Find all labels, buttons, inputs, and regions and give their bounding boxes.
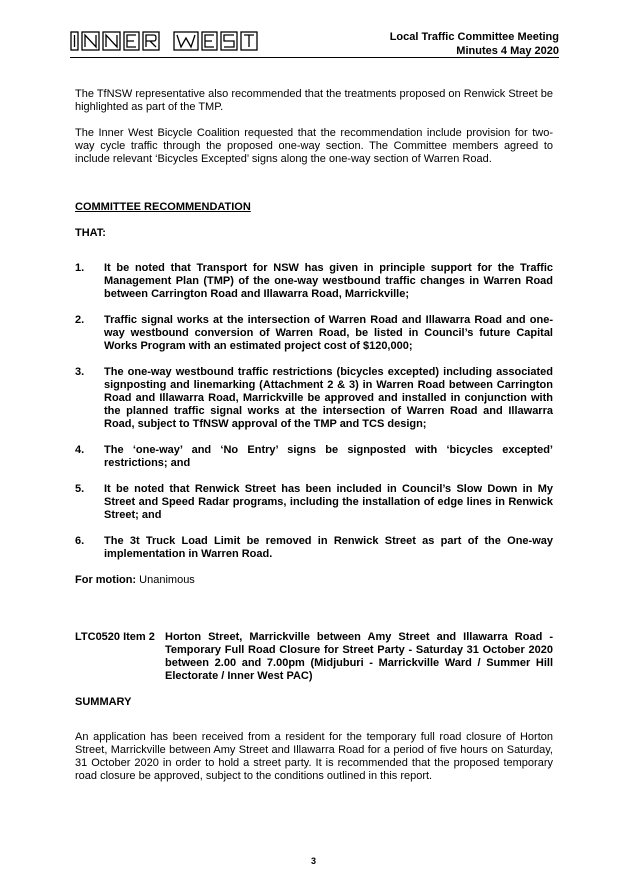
recommendation-number: 3. [75, 366, 85, 378]
recommendation-number: 4. [75, 444, 85, 456]
page-header [390, 30, 559, 58]
meeting-title: Local Traffic Committee Meeting [389, 31, 559, 43]
recommendation-item [75, 366, 553, 431]
recommendation-item [75, 535, 553, 561]
header-divider [70, 57, 559, 58]
recommendation-item [75, 483, 553, 522]
recommendation-number: 1. [75, 262, 85, 274]
recommendation-item [75, 262, 553, 301]
agenda-item-heading [75, 631, 553, 683]
recommendation-item [75, 314, 553, 353]
paragraph-tfnsw: The TfNSW representative also recommended that the treatments proposed on Renwick Street be highlighted as part of the TMP. [75, 88, 553, 113]
that-label: THAT: [75, 227, 106, 239]
document-body [75, 88, 553, 783]
agenda-item-title: Horton Street, Marrickville between Amy Street and Illawarra Road - Temporary Full Road Closure for Street Party - Saturday 31 October 2020 between 2.00 and 7.00pm (Midjuburi - Marrickville Ward / Summer Hill Electorate / Inner West PAC) [165, 631, 553, 682]
recommendation-number: 2. [75, 314, 85, 326]
recommendation-text: The ‘one-way’ and ‘No Entry’ signs be signposted with ‘bicycles excepted’ restrictions; and [104, 444, 553, 469]
motion-label: For motion: [75, 574, 137, 586]
summary-heading: SUMMARY [75, 696, 132, 708]
committee-recommendation-heading: COMMITTEE RECOMMENDATION [75, 201, 251, 213]
motion-line [75, 574, 553, 587]
paragraph-bicycle-coalition: The Inner West Bicycle Coalition requested that the recommendation include provision for two-way cycle traffic through the proposed one-way section. The Committee members agreed to include relevant ‘Bicycles Excepted’ signs along the one-way section of Warren Road. [75, 127, 553, 165]
motion-value: Unanimous [139, 574, 195, 586]
recommendation-item [75, 444, 553, 470]
minutes-date: Minutes 4 May 2020 [456, 45, 559, 57]
inner-west-logo-graphic [70, 30, 280, 52]
summary-paragraph: An application has been received from a resident for the temporary full road closure of Horton Street, Marrickville between Amy Street and Illawarra Road for a period of five hours on Saturday, 31 October 2020 in order to hold a street party. It is recommended that the proposed temporary road closure be approved, subject to the conditions outlined in this report. [75, 731, 553, 782]
recommendation-text: It be noted that Renwick Street has been included in Council’s Slow Down in My Street and Speed Radar programs, including the installation of edge lines in Renwick Street; and [104, 483, 553, 521]
agenda-item-code: LTC0520 Item 2 [75, 631, 155, 643]
inner-west-logo [70, 30, 280, 57]
recommendation-text: The one-way westbound traffic restrictions (bicycles excepted) including associated signposting and linemarking (Attachment 2 & 3) in Warren Road between Carrington Road and Illawarra Road, Marrickville be approved and installed in conjunction with the planned traffic signal works at the intersection of Warren Road and Illawarra Road, subject to TfNSW approval of the TMP and TCS design; [104, 366, 553, 430]
recommendation-text: The 3t Truck Load Limit be removed in Renwick Street as part of the One-way implementation in Warren Road. [104, 535, 553, 560]
page-number: 3 [310, 856, 316, 866]
recommendation-number: 5. [75, 483, 85, 495]
recommendation-number: 6. [75, 535, 85, 547]
recommendation-text: It be noted that Transport for NSW has given in principle support for the Traffic Management Plan (TMP) of the one-way westbound traffic changes in Warren Road between Carrington Road and Illawarra Road, Marrickville; [104, 262, 553, 300]
recommendation-text: Traffic signal works at the intersection of Warren Road and Illawarra Road and one-way westbound conversion of Warren Road, be listed in Council’s future Capital Works Program with an estimated project cost of $120,000; [104, 314, 553, 352]
